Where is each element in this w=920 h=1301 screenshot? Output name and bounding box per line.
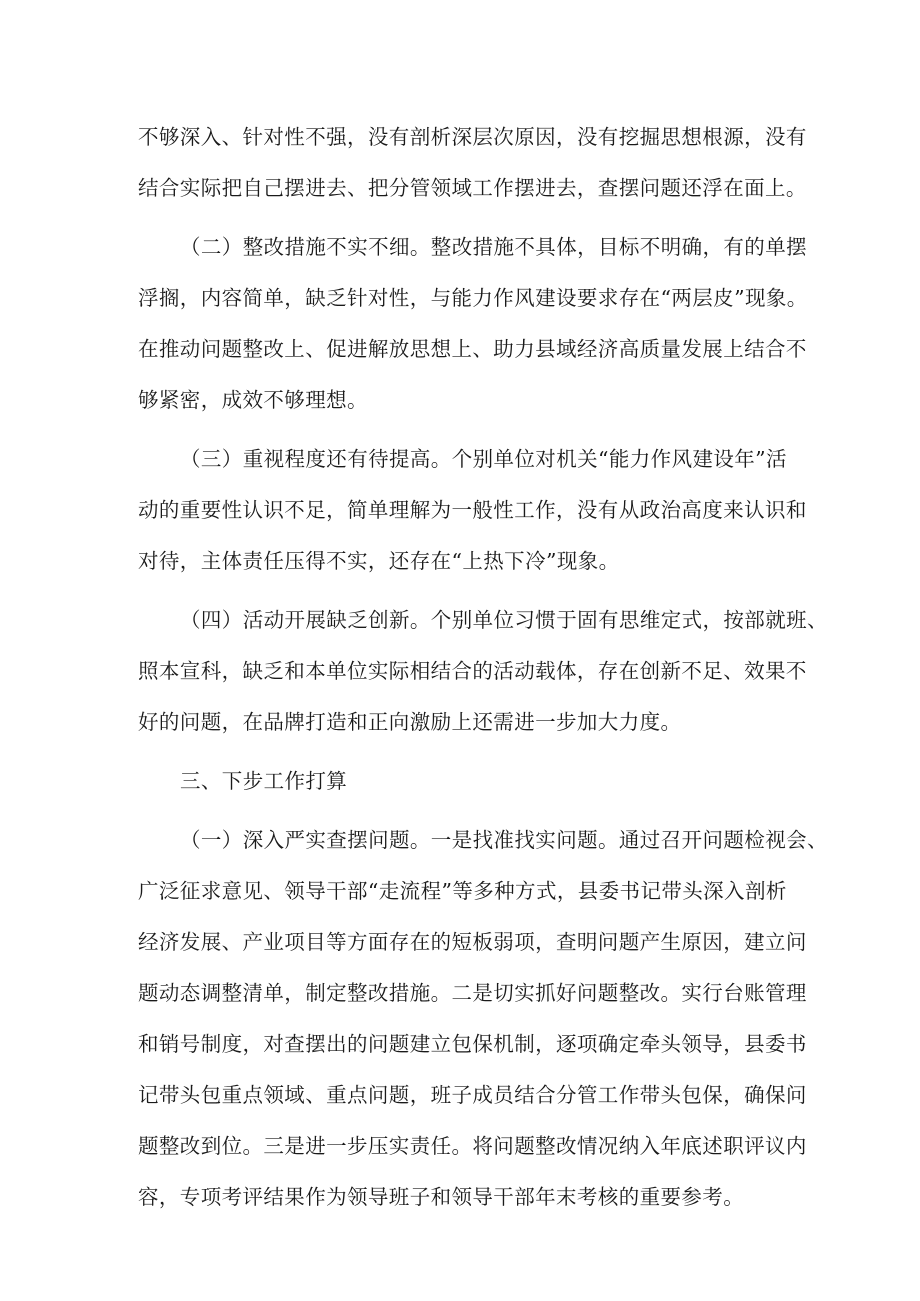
text-line: （一）深入严实查摆问题。一是找准找实问题。通过召开问题检视会、 (180, 828, 828, 852)
text-line: 记带头包重点领域、重点问题，班子成员结合分管工作带头包保，确保问 (138, 1083, 807, 1107)
paragraph-analysis-shallow (138, 112, 807, 214)
text-line: 容，专项考评结果作为领导班子和领导干部年末考核的重要参考。 (138, 1185, 745, 1209)
section-heading-next-steps (138, 756, 794, 807)
text-line: （二）整改措施不实不细。整改措施不具体，目标不明确，有的单摆 (180, 235, 807, 259)
text-line: 结合实际把自己摆进去、把分管领域工作摆进去，查摆问题还浮在面上。 (138, 176, 807, 200)
text-line: （三）重视程度还有待提高。个别单位对机关“能力作风建设年”活 (180, 447, 787, 471)
paragraph-deep-investigation (138, 815, 828, 1223)
text-line: 够紧密，成效不够理想。 (138, 388, 368, 412)
paragraph-attention-level (138, 434, 807, 587)
text-line: 题动态调整清单，制定整改措施。二是切实抓好问题整改。实行台账管理 (138, 981, 807, 1005)
text-line: 在推动问题整改上、促进解放思想上、助力县域经济高质量发展上结合不 (138, 337, 807, 361)
text-line: 动的重要性认识不足，简单理解为一般性工作，没有从政治高度来认识和 (138, 498, 807, 522)
document-page (138, 112, 828, 1223)
text-line: 题整改到位。三是进一步压实责任。将问题整改情况纳入年底述职评议内 (138, 1134, 807, 1158)
text-line: 照本宣科，缺乏和本单位实际相结合的活动载体，存在创新不足、效果不 (138, 659, 807, 683)
paragraph-innovation-lacking (138, 595, 828, 748)
text-line: 浮搁，内容简单，缺乏针对性，与能力作风建设要求存在“两层皮”现象。 (138, 286, 808, 310)
text-line: 经济发展、产业项目等方面存在的短板弱项，查明问题产生原因，建立问 (138, 930, 807, 954)
section-heading: 三、下步工作打算 (180, 769, 348, 793)
text-line: 广泛征求意见、领导干部“走流程”等多种方式，县委书记带头深入剖析 (138, 879, 787, 903)
text-line: 对待，主体责任压得不实，还存在“上热下冷”现象。 (138, 549, 620, 573)
text-line: 和销号制度，对查摆出的问题建立包保机制，逐项确定牵头领导，县委书 (138, 1032, 807, 1056)
text-line: （四）活动开展缺乏创新。个别单位习惯于固有思维定式，按部就班、 (180, 608, 828, 632)
paragraph-rectification-measures (138, 222, 808, 426)
text-line: 不够深入、针对性不强，没有剖析深层次原因，没有挖掘思想根源，没有 (138, 125, 807, 149)
text-line: 好的问题，在品牌打造和正向激励上还需进一步加大力度。 (138, 710, 682, 734)
